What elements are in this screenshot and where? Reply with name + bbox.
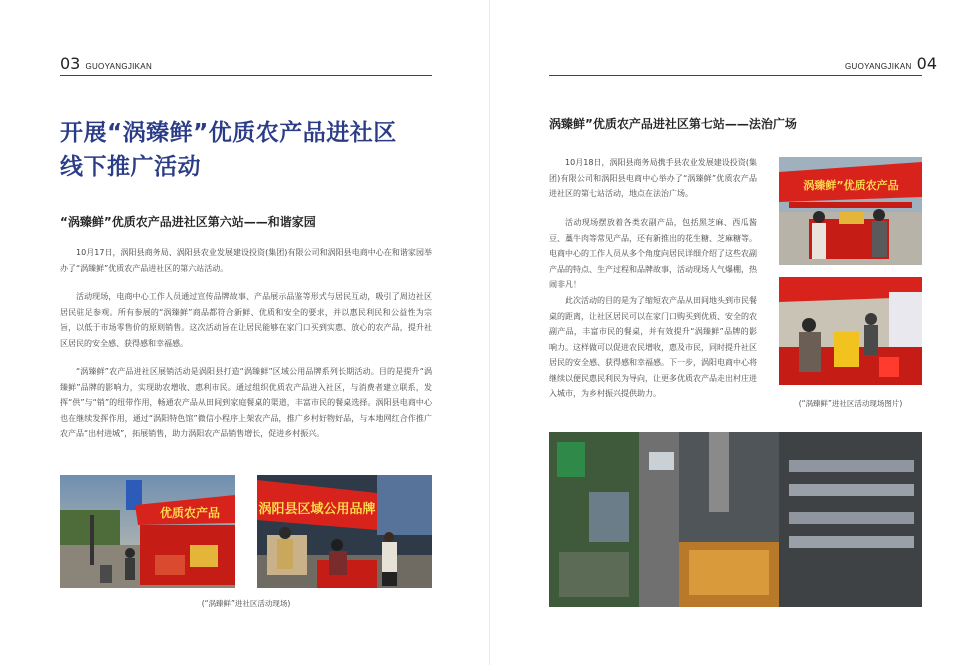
section-title: “涡臻鲜”优质农产品进社区第六站——和谐家园: [60, 215, 316, 229]
paragraph: 活动现场摆放着各类农副产品，包括黑芝麻、西瓜酱豆、藁牛肉等常见产品，还有新推出的花生糖、芝麻糖等。电商中心的工作人员从多个角度向居民详细介绍了这些农副产品的特点、生产过程和品牌故事，活动现场人气爆棚，热闹非凡！: [549, 218, 757, 289]
event-photo-1: [60, 475, 235, 588]
page-number: 04: [916, 54, 938, 73]
event-photo-2: [257, 475, 432, 588]
event-photo-3: [779, 157, 922, 265]
magazine-name: GUOYANGJIKAN: [845, 62, 912, 71]
page-header-right: [845, 54, 937, 76]
photo-caption: (“涡臻鲜”进社区活动现场图片): [798, 399, 903, 408]
paragraph: 活动现场，电商中心工作人员通过宣传品牌故事、产品展示品鉴等形式与居民互动，吸引了周边社区居民驻足参观。所有参展的“涡臻鲜”商品都符合新鲜、优质和安全的要求，并以惠民利民和公益性为宗旨，以低于市场零售价的原则销售。这次活动旨在让居民能够在家门口买到实惠、放心的农产品，提升社区居民的安全感、获得感和幸福感。: [60, 292, 432, 348]
banner-text: 优质农产品: [159, 506, 221, 520]
paragraph: 10月17日，涡阳县商务局、涡阳县农业发展建设投资(集团)有限公司和涡阳县电商中心在和谐家园举办了“涡臻鲜”优质农产品进社区的第六站活动。: [60, 248, 432, 273]
banner-text: 涡阳县区域公用品牌: [258, 502, 376, 517]
magazine-name: GUOYANGJIKAN: [85, 62, 153, 71]
event-photo-4: [779, 277, 922, 385]
header-rule: [60, 75, 432, 76]
photo-caption: (“涡臻鲜”进社区活动现场): [201, 599, 291, 608]
right-page: [490, 0, 980, 665]
paragraph: 此次活动的目的是为了缩短农产品从田间地头到市民餐桌的距离，让社区居民可以在家门口购买到优质、安全的农副产品，丰富市民的餐桌，并有效提升“涡臻鲜”品牌的影响力。这样做可以促进农民增收，惠及市民，同时提升社区居民的安全感、获得感和幸福感。下一步，涡阳电商中心将继续以便民惠民利民为导向，让更多优质农产品走出村庄进入城市，为乡村振兴提供助力。: [549, 296, 757, 398]
paragraph: “涡臻鲜”农产品进社区展销活动是涡阳县打造“涡臻鲜”区域公用品牌系列长期活动。目的是提升“涡臻鲜”品牌的影响力，实现助农增收、惠利市民。通过组织优质农产品进入社区，与消费者建立联系，发挥“供”与“销”的纽带作用，畅通农产品从田间到家庭餐桌的渠道，丰富市民的餐桌选择。涡阳县电商中心也在继续发挥作用，通过“涡阳特色馆”微信小程序上架农产品，推广乡村好物好品，与本地网红合作推广农产品“出村进城”，拓展销售，助力涡阳农产品销售增长，促进乡村振兴。: [60, 367, 432, 438]
paragraph: 10月18日，涡阳县商务局携手县农业发展建设投资(集团)有限公司和涡阳县电商中心举办了“涡臻鲜”优质农产品进社区的第七站活动，地点在法治广场。: [549, 158, 757, 198]
banner-text: 涡臻鲜”优质农产品: [803, 179, 899, 192]
section-title: 涡臻鲜”优质农产品进社区第七站——法治广场: [549, 117, 797, 131]
article-title: 开展“涡臻鲜”优质农产品进社区 线下推广活动: [60, 120, 397, 180]
aerial-photo: [549, 432, 922, 607]
page-number: 03: [60, 54, 81, 73]
page-header-left: [60, 54, 152, 76]
header-rule: [549, 75, 922, 76]
